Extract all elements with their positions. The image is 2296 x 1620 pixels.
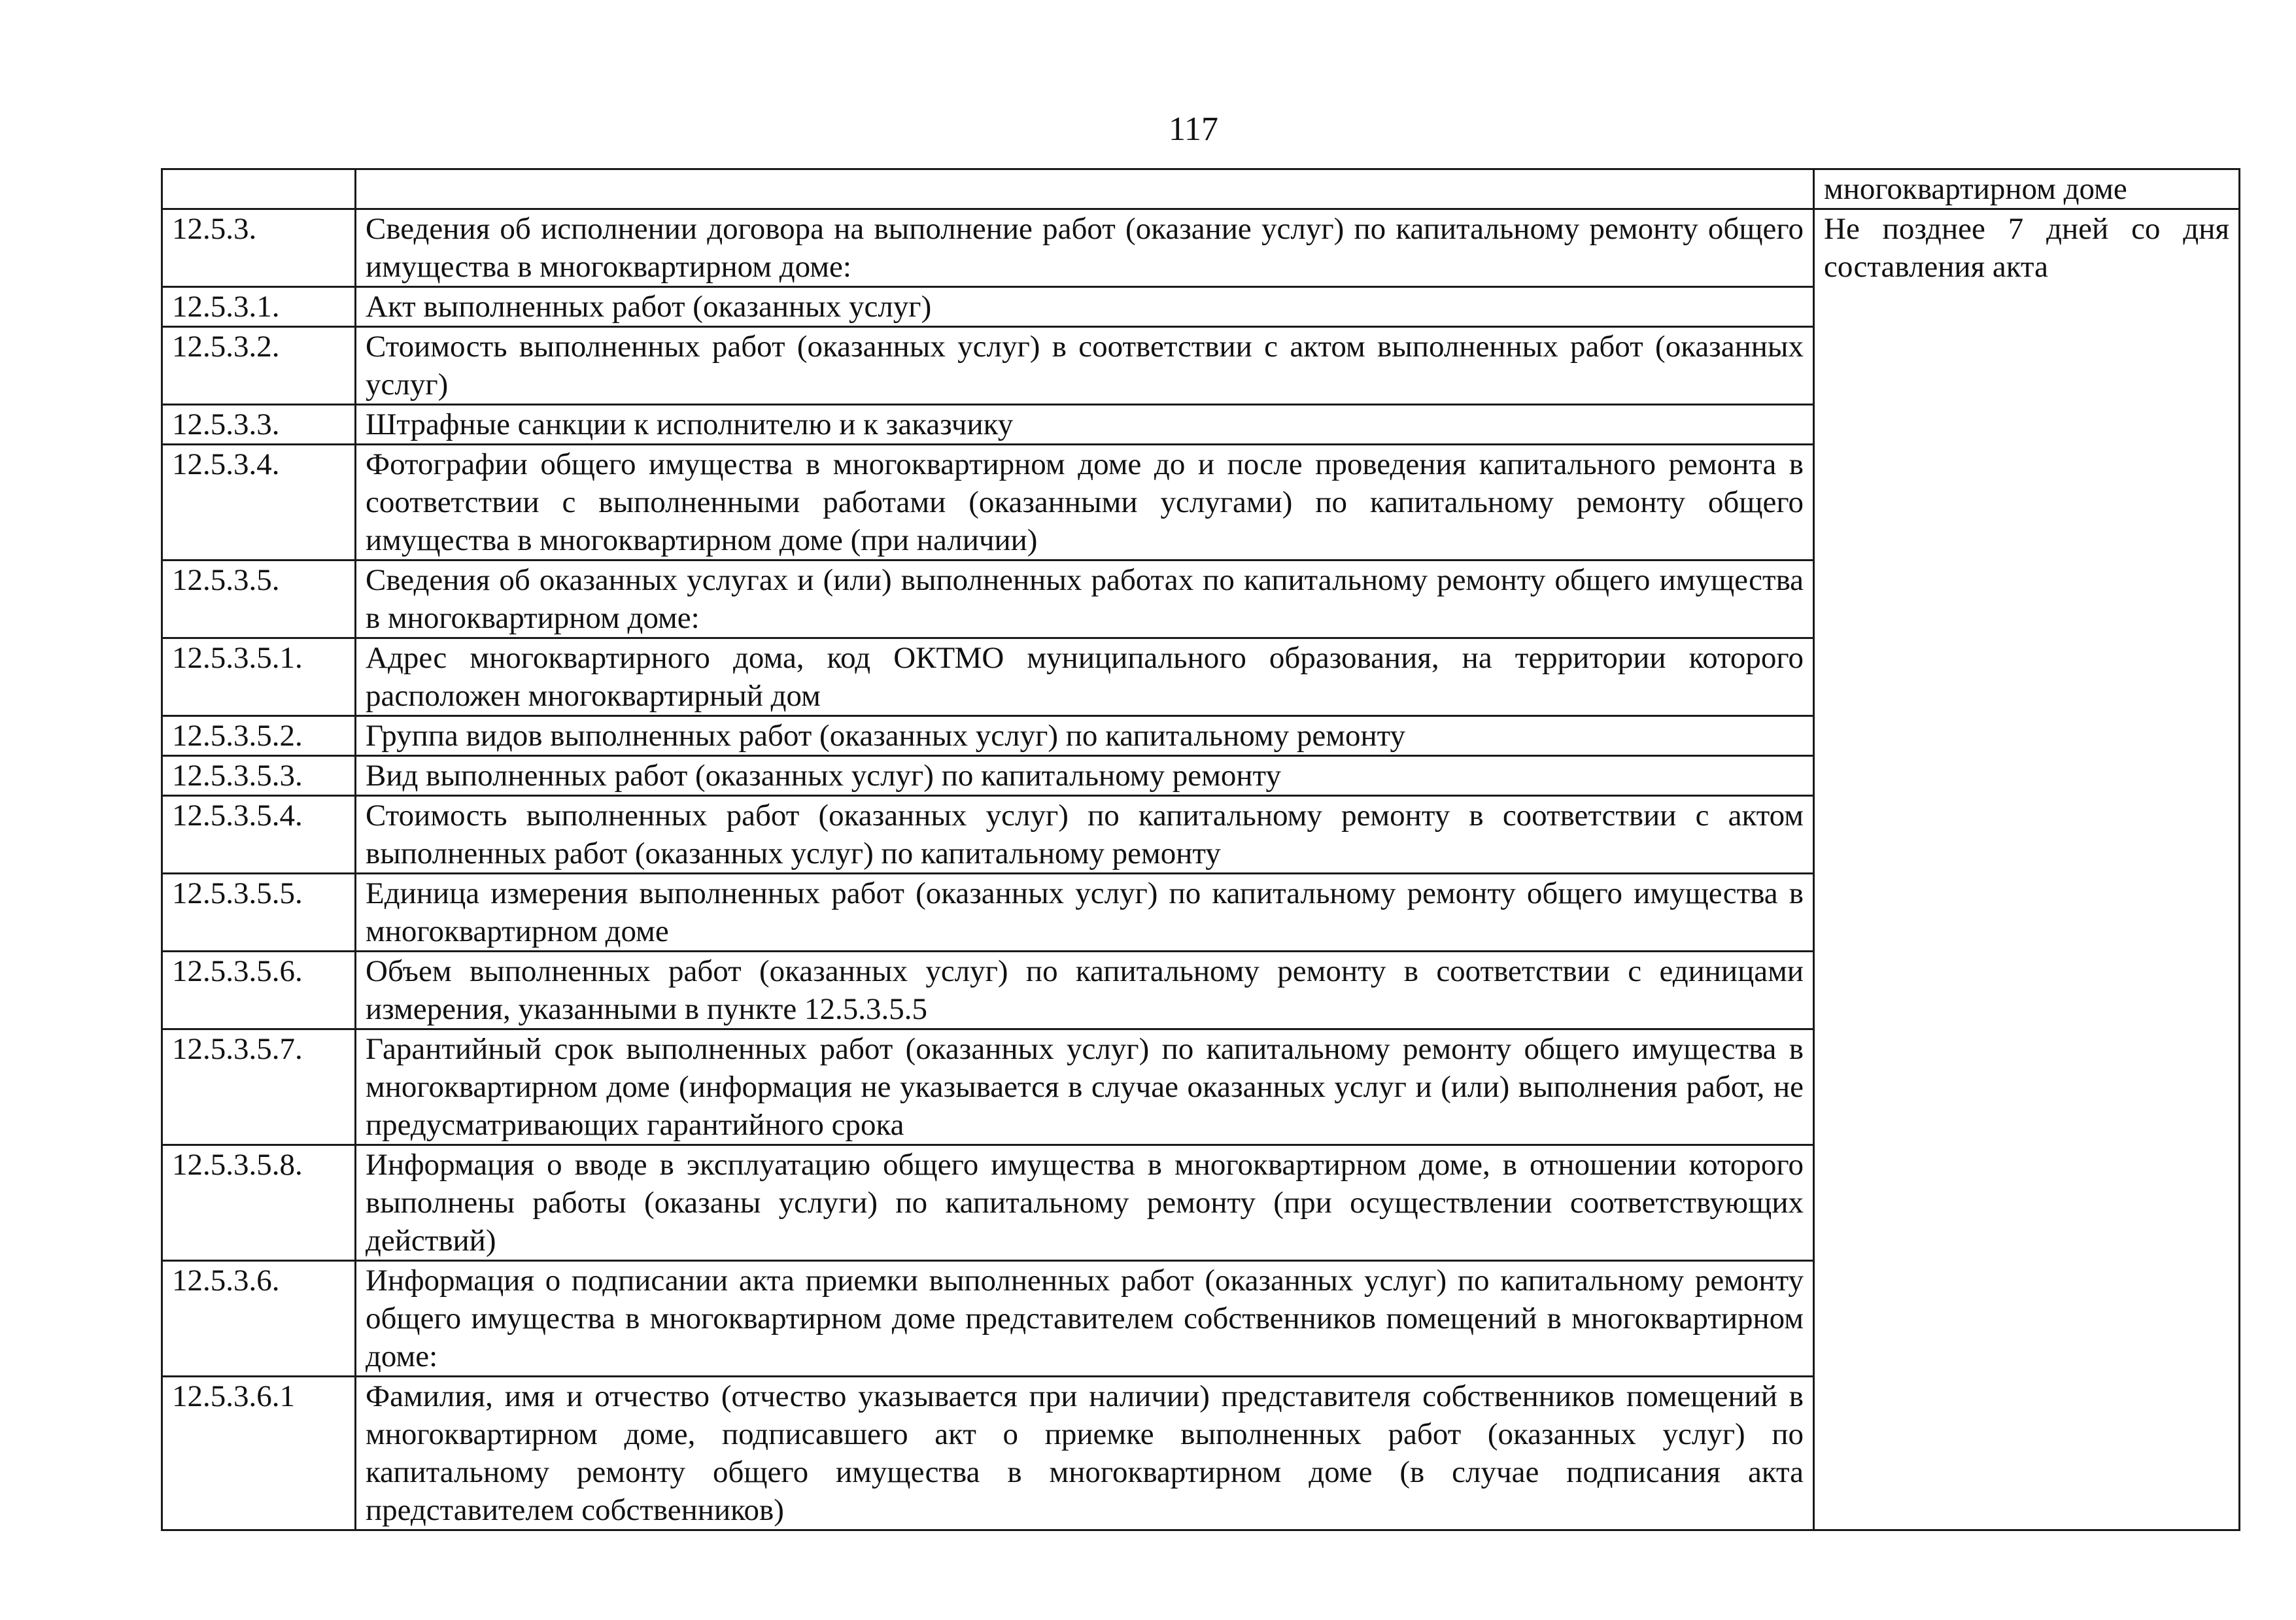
- row-description: Акт выполненных работ (оказанных услуг): [356, 287, 1814, 327]
- table-row: [162, 209, 2240, 287]
- row-number: 12.5.3.5.7.: [162, 1029, 356, 1145]
- requirements-table: [161, 168, 2240, 1531]
- row-description: Информация о подписании акта приемки выполненных работ (оказанных услуг) по капитальному ремонту общего имущества в многоквартирном доме представителем собственников помещений в многоквартирном доме:: [356, 1261, 1814, 1377]
- row-description: Сведения об оказанных услугах и (или) выполненных работах по капитальному ремонту общего имущества в многоквартирном доме:: [356, 560, 1814, 638]
- row-number: 12.5.3.5.: [162, 560, 356, 638]
- row-description: Сведения об исполнении договора на выполнение работ (оказание услуг) по капитальному ремонту общего имущества в многоквартирном доме:: [356, 209, 1814, 287]
- row-description: Единица измерения выполненных работ (оказанных услуг) по капитальному ремонту общего имущества в многоквартирном доме: [356, 874, 1814, 952]
- row-number: 12.5.3.5.5.: [162, 874, 356, 952]
- row-number: 12.5.3.2.: [162, 327, 356, 405]
- row-description: Гарантийный срок выполненных работ (оказанных услуг) по капитальному ремонту общего имущества в многоквартирном доме (информация не указывается в случае оказанных услуг и (или) выполнения работ, не предусматривающих гарантийного срока: [356, 1029, 1814, 1145]
- row-description: Информация о вводе в эксплуатацию общего имущества в многоквартирном доме, в отношении которого выполнены работы (оказаны услуги) по капитальному ремонту (при осуществлении соответствующих действий): [356, 1145, 1814, 1261]
- continuation-cell: многоквартирном доме: [1814, 169, 2240, 209]
- row-description: Группа видов выполненных работ (оказанных услуг) по капитальному ремонту: [356, 716, 1814, 756]
- row-number: 12.5.3.1.: [162, 287, 356, 327]
- row-number: 12.5.3.6.1: [162, 1377, 356, 1530]
- row-number: 12.5.3.3.: [162, 405, 356, 445]
- row-description: Штрафные санкции к исполнителю и к заказчику: [356, 405, 1814, 445]
- row-number: 12.5.3.5.4.: [162, 796, 356, 874]
- continuation-row: [162, 169, 2240, 209]
- row-description: Объем выполненных работ (оказанных услуг) по капитальному ремонту в соответствии с единицами измерения, указанными в пункте 12.5.3.5.5: [356, 952, 1814, 1029]
- deadline-text: Не позднее 7 дней со дня составления акта: [1824, 212, 2229, 284]
- row-number: 12.5.3.: [162, 209, 356, 287]
- row-number: 12.5.3.6.: [162, 1261, 356, 1377]
- row-description: Адрес многоквартирного дома, код ОКТМО муниципального образования, на территории которого расположен многоквартирный дом: [356, 638, 1814, 716]
- row-number: 12.5.3.5.6.: [162, 952, 356, 1029]
- row-description: Стоимость выполненных работ (оказанных услуг) в соответствии с актом выполненных работ (оказанных услуг): [356, 327, 1814, 405]
- row-number: 12.5.3.5.8.: [162, 1145, 356, 1261]
- row-description: Стоимость выполненных работ (оказанных услуг) по капитальному ремонту в соответствии с актом выполненных работ (оказанных услуг) по капитальному ремонту: [356, 796, 1814, 874]
- row-description-cell: [356, 169, 1814, 209]
- row-number-cell: [162, 169, 356, 209]
- row-number: 12.5.3.5.3.: [162, 756, 356, 796]
- row-description: Фотографии общего имущества в многоквартирном доме до и после проведения капитального ремонта в соответствии с выполненными работами (оказанными услугами) по капитальному ремонту общего имущества в многоквартирном доме (при наличии): [356, 445, 1814, 560]
- row-description: Вид выполненных работ (оказанных услуг) по капитальному ремонту: [356, 756, 1814, 796]
- row-number: 12.5.3.4.: [162, 445, 356, 560]
- page-number: 117: [1168, 111, 1219, 148]
- row-number: 12.5.3.5.2.: [162, 716, 356, 756]
- deadline-cell: [1814, 209, 2240, 1530]
- row-number: 12.5.3.5.1.: [162, 638, 356, 716]
- row-description: Фамилия, имя и отчество (отчество указывается при наличии) представителя собственников помещений в многоквартирном доме, подписавшего акт о приемке выполненных работ (оказанных услуг) по капитальному ремонту общего имущества в многоквартирном доме (в случае подписания акта представителем собственников): [356, 1377, 1814, 1530]
